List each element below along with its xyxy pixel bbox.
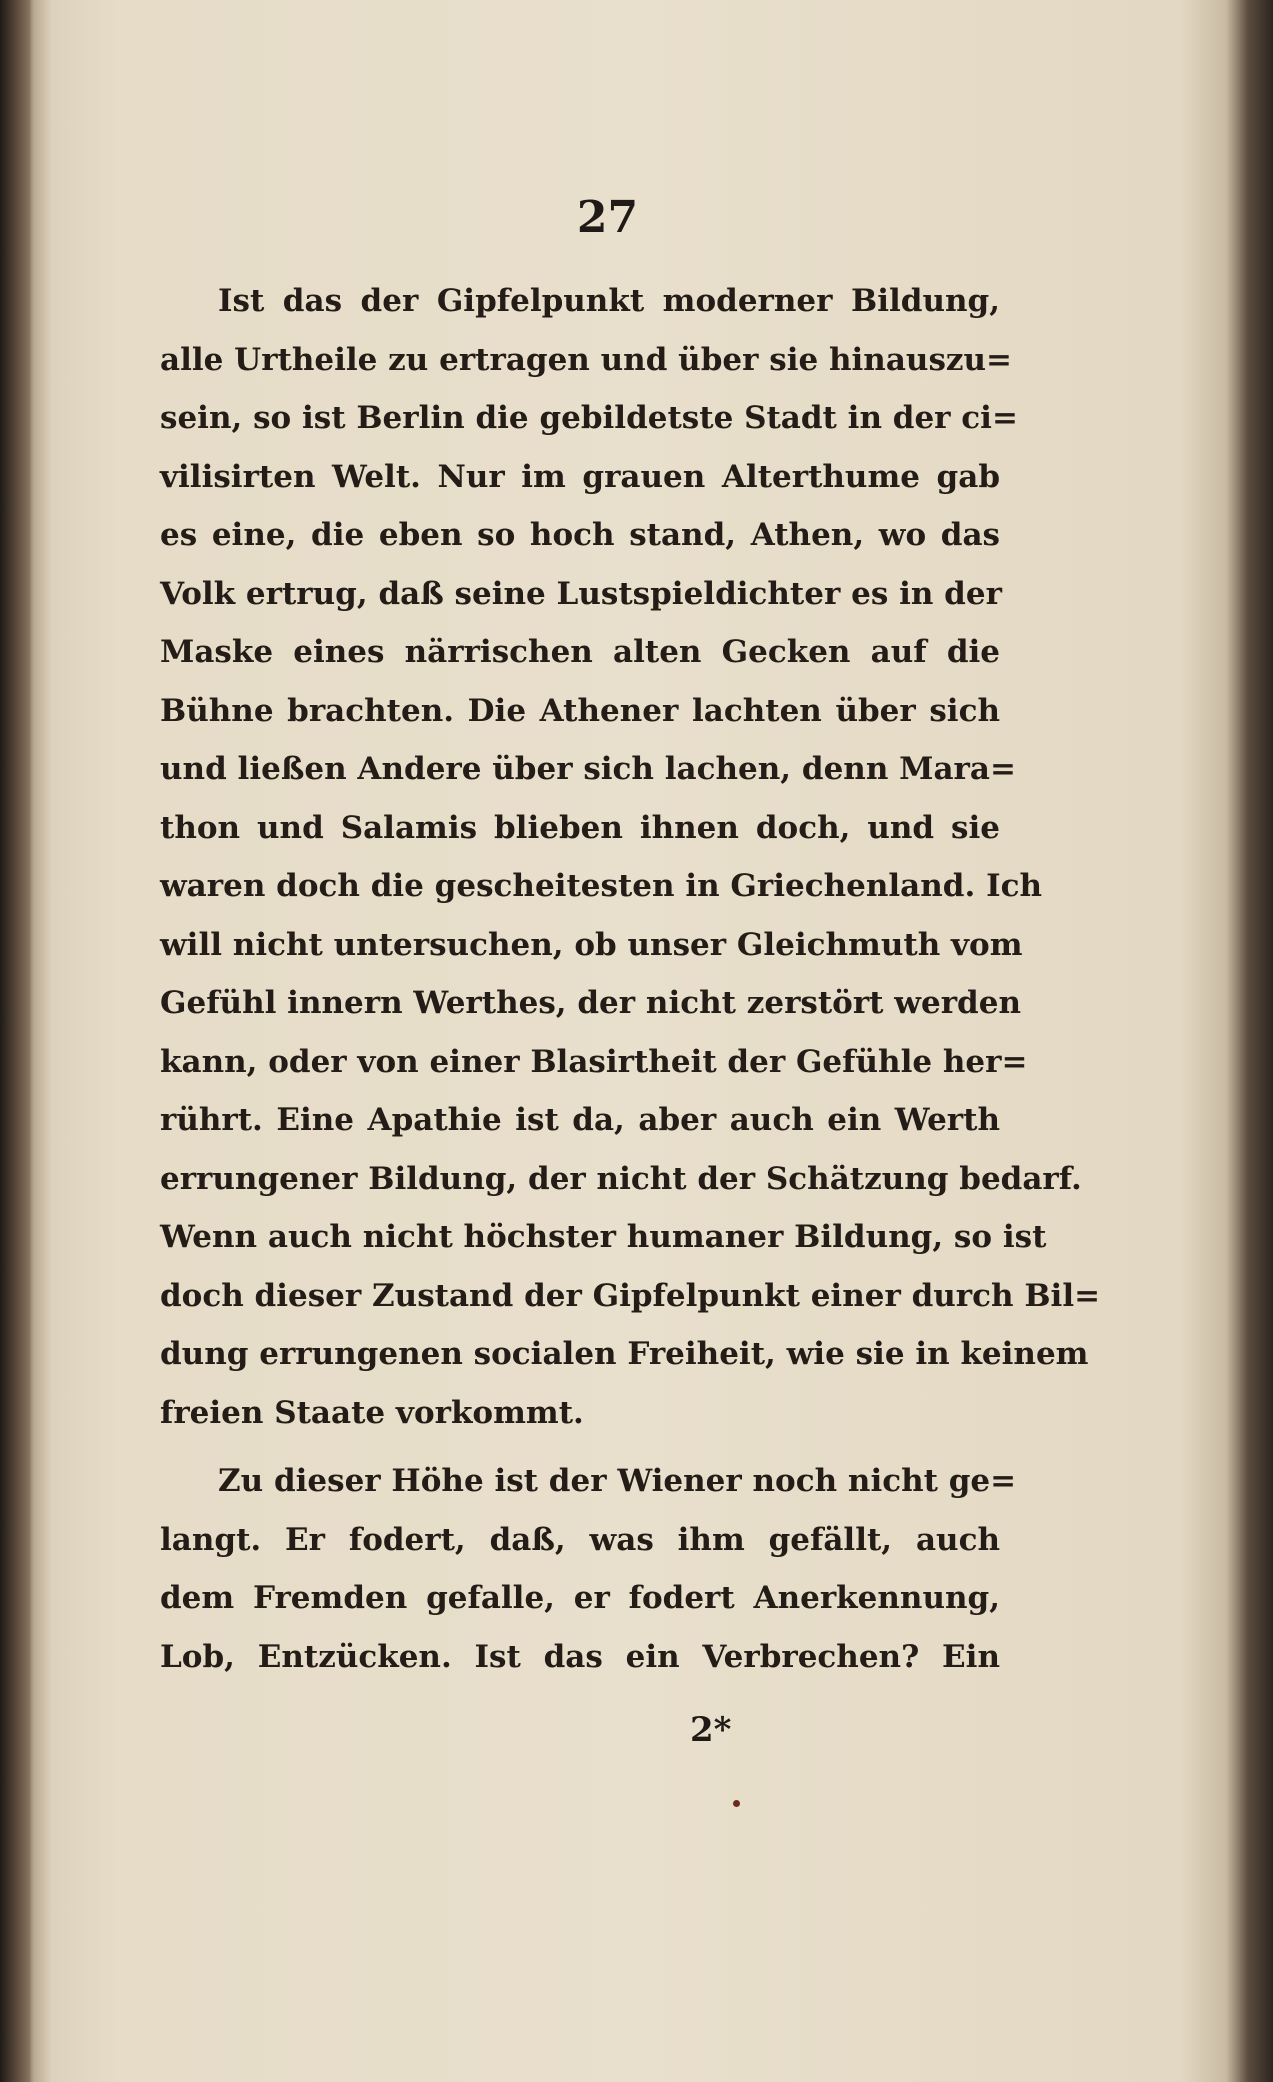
text-line: errungener Bildung, der nicht der Schätzung bedarf. bbox=[160, 1160, 1082, 1197]
text-line: Gefühl innern Werthes, der nicht zerstört werden bbox=[160, 985, 1021, 1021]
page-number: 27 bbox=[576, 192, 639, 243]
body-text bbox=[160, 272, 1101, 1686]
text-line: waren doch die gescheitesten in Griechenland. Ich bbox=[160, 868, 1042, 904]
text-line: thon und Salamis blieben ihnen doch, und sie bbox=[160, 809, 1000, 846]
signature-mark: 2* bbox=[690, 1710, 732, 1750]
text-line: Wenn auch nicht höchster humaner Bildung, so ist bbox=[160, 1219, 1047, 1255]
text-line: rührt. Eine Apathie ist da, aber auch ein Werth bbox=[160, 1102, 1000, 1138]
page bbox=[30, 0, 1245, 2082]
text-line: und ließen Andere über sich lachen, denn Mara= bbox=[160, 751, 1016, 787]
text-line: Zu dieser Höhe ist der Wiener noch nicht ge= bbox=[218, 1463, 1017, 1499]
paragraph-1 bbox=[160, 272, 1101, 1442]
text-line: kann, oder von einer Blasirtheit der Gefühle her= bbox=[160, 1043, 1028, 1080]
text-line: dem Fremden gefalle, er fodert Anerkennung, bbox=[160, 1580, 1000, 1616]
text-line: Lob, Entzücken. Ist das ein Verbrechen? Ein bbox=[160, 1638, 1000, 1675]
text-line: Bühne brachten. Die Athener lachten über sich bbox=[160, 692, 1000, 729]
ink-spot bbox=[733, 1800, 740, 1807]
text-line: es eine, die eben so hoch stand, Athen, wo das bbox=[160, 517, 1000, 553]
book-spine-edge bbox=[0, 0, 30, 2082]
text-line: dung errungenen socialen Freiheit, wie sie in keinem bbox=[160, 1336, 1089, 1372]
text-line: freien Staate vorkommt. bbox=[160, 1394, 584, 1431]
text-line: alle Urtheile zu ertragen und über sie hinauszu= bbox=[160, 341, 1013, 378]
text-line: Ist das der Gipfelpunkt moderner Bildung, bbox=[218, 283, 1000, 319]
text-line: doch dieser Zustand der Gipfelpunkt einer durch Bil= bbox=[160, 1277, 1101, 1314]
paragraph-gap bbox=[160, 1442, 1000, 1452]
paragraph-2 bbox=[160, 1452, 1017, 1686]
text-line: Volk ertrug, daß seine Lustspieldichter es in der bbox=[160, 575, 1002, 612]
text-line: vilisirten Welt. Nur im grauen Alterthume gab bbox=[160, 458, 1000, 495]
text-line: will nicht untersuchen, ob unser Gleichmuth vom bbox=[160, 926, 1023, 963]
text-line: langt. Er fodert, daß, was ihm gefällt, auch bbox=[160, 1521, 1000, 1558]
text-line: Maske eines närrischen alten Gecken auf die bbox=[160, 634, 1000, 670]
text-line: sein, so ist Berlin die gebildetste Stadt in der ci= bbox=[160, 400, 1018, 436]
